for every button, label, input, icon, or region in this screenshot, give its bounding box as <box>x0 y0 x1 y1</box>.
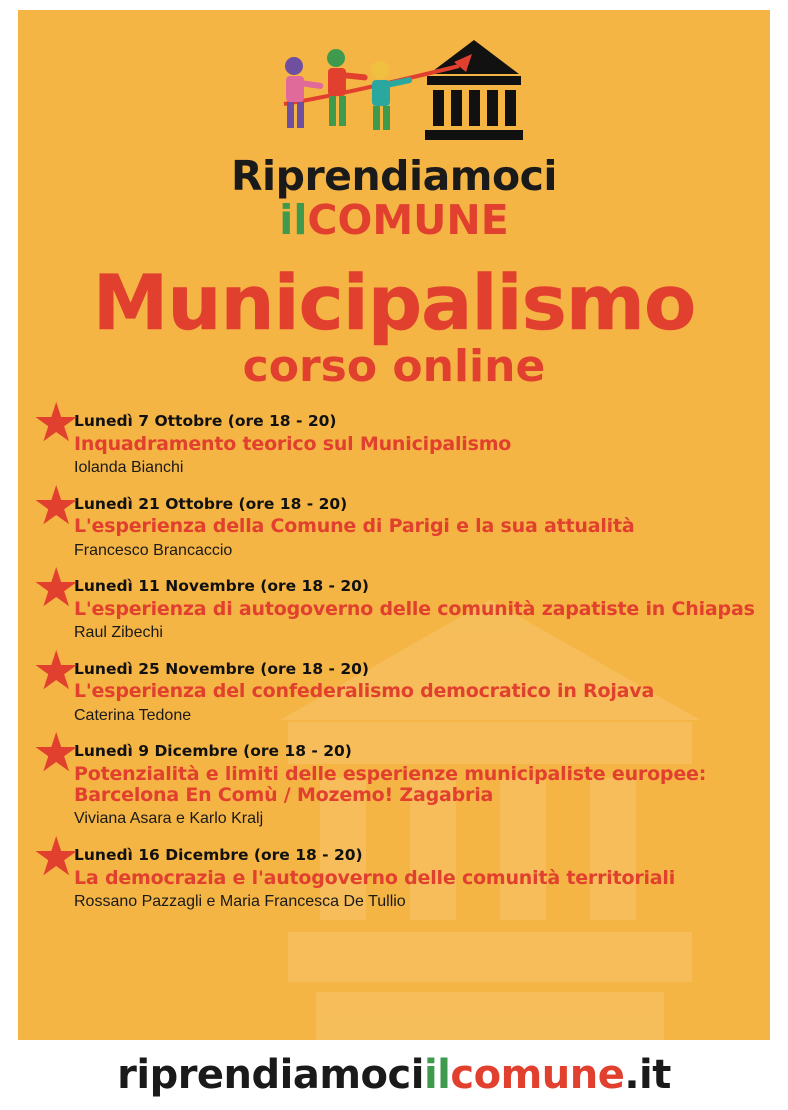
people-pulling-building-illustration <box>244 32 544 152</box>
page-subtitle: corso online <box>242 341 546 393</box>
session-speaker: Viviana Asara e Karlo Kralj <box>74 810 264 828</box>
session-speaker: Raul Zibechi <box>74 624 163 642</box>
footer <box>0 1040 788 1110</box>
session-speaker: Francesco Brancaccio <box>74 541 233 559</box>
session-speaker: Caterina Tedone <box>74 706 192 724</box>
website-url[interactable] <box>117 1052 671 1098</box>
page-title: Municipalismo <box>92 258 696 347</box>
session-title: Potenzialità e limiti delle esperienze municipaliste europee: Barcelona En Comù / Mozemo! Zagabria <box>74 762 707 807</box>
session-title: Inquadramento teorico sul Municipalismo <box>74 433 512 455</box>
session-speaker: Rossano Pazzagli e Maria Francesca De Tullio <box>74 892 406 910</box>
star-icon: ★ <box>32 826 81 887</box>
list-item <box>32 723 770 829</box>
star-icon: ★ <box>32 723 81 784</box>
session-title: L'esperienza del confederalismo democratico in Rojava <box>74 680 655 703</box>
session-date: Lunedì 7 Ottobre (ore 18 - 20) <box>74 412 337 431</box>
logo-subtitle-il: il <box>279 196 308 244</box>
session-title: L'esperienza della Comune di Parigi e la sua attualità <box>74 515 635 538</box>
session-date: Lunedì 11 Novembre (ore 18 - 20) <box>74 577 369 596</box>
session-date: Lunedì 9 Dicembre (ore 18 - 20) <box>74 742 352 761</box>
list-item <box>32 475 770 560</box>
session-title: La democrazia e l'autogoverno delle comunità territoriali <box>74 866 676 889</box>
star-icon: ★ <box>32 640 81 701</box>
url-part-il: il <box>423 1052 451 1098</box>
poster-background <box>18 10 770 1040</box>
list-item <box>32 826 770 911</box>
logo-subtitle-comune: COMUNE <box>307 196 509 244</box>
star-icon: ★ <box>32 393 81 454</box>
session-title: L'esperienza di autogoverno delle comunità zapatiste in Chiapas <box>74 597 755 620</box>
session-date: Lunedì 21 Ottobre (ore 18 - 20) <box>74 494 348 513</box>
url-part-tld: .it <box>624 1052 671 1098</box>
logo <box>18 10 770 244</box>
logo-title: Riprendiamoci <box>230 152 557 200</box>
star-icon: ★ <box>32 475 81 536</box>
list-item <box>32 640 770 725</box>
session-list <box>18 393 770 911</box>
list-item <box>32 393 770 477</box>
logo-subtitle <box>18 196 770 244</box>
session-speaker: Iolanda Bianchi <box>74 459 184 477</box>
list-item <box>32 558 770 642</box>
url-part-riprendiamoci: riprendiamoci <box>117 1052 424 1098</box>
url-part-comune: comune <box>450 1052 625 1098</box>
session-date: Lunedì 25 Novembre (ore 18 - 20) <box>74 659 369 678</box>
session-date: Lunedì 16 Dicembre (ore 18 - 20) <box>74 845 363 864</box>
star-icon: ★ <box>32 558 81 619</box>
